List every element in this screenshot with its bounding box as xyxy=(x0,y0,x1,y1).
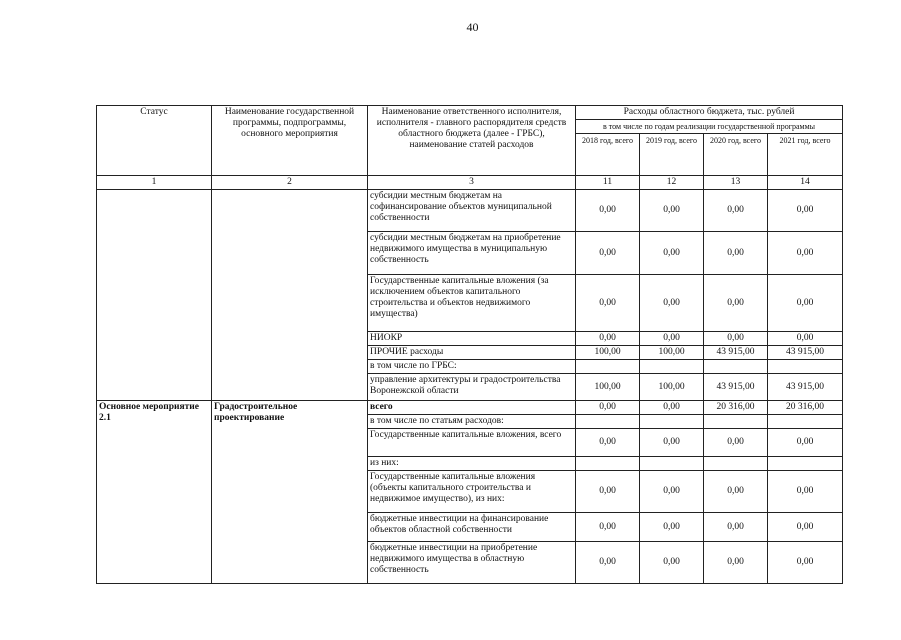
row-value: 0,00 xyxy=(640,401,704,415)
header-status: Статус xyxy=(97,106,212,176)
row-value: 0,00 xyxy=(704,513,768,542)
row-value: 0,00 xyxy=(576,513,640,542)
row-value: 0,00 xyxy=(576,232,640,275)
row-value: 0,00 xyxy=(768,232,843,275)
header-by-year: в том числе по годам реализации государственной программы xyxy=(576,120,843,134)
row-value: 0,00 xyxy=(768,542,843,584)
row-value xyxy=(640,457,704,471)
row-label: всего xyxy=(368,401,576,415)
col-num: 14 xyxy=(768,176,843,190)
row-value: 0,00 xyxy=(640,429,704,457)
col-num: 1 xyxy=(97,176,212,190)
row-label: из них: xyxy=(368,457,576,471)
col-num: 13 xyxy=(704,176,768,190)
row-value: 0,00 xyxy=(576,429,640,457)
row-value xyxy=(576,415,640,429)
row-label: ПРОЧИЕ расходы xyxy=(368,346,576,360)
row-value: 0,00 xyxy=(576,542,640,584)
row-value: 0,00 xyxy=(768,190,843,232)
header-year-2018: 2018 год, всего xyxy=(576,134,640,176)
row-value: 0,00 xyxy=(640,232,704,275)
row-value xyxy=(640,415,704,429)
row-value: 0,00 xyxy=(768,275,843,332)
row-value: 0,00 xyxy=(704,190,768,232)
row-value: 0,00 xyxy=(768,429,843,457)
row-label: НИОКР xyxy=(368,332,576,346)
row-value: 100,00 xyxy=(640,374,704,401)
row-value: 0,00 xyxy=(704,542,768,584)
status-cell-main-activity: Основное мероприятие 2.1 xyxy=(97,401,212,584)
row-value: 43 915,00 xyxy=(768,374,843,401)
row-value: 0,00 xyxy=(704,275,768,332)
row-value: 0,00 xyxy=(768,471,843,513)
header-executor: Наименование ответственного исполнителя, исполнителя - главного распорядителя средств областного бюджета (далее - ГРБС), наименование статей расходов xyxy=(368,106,576,176)
row-label: субсидии местным бюджетам на приобретение недвижимого имущества в муниципальную собственность xyxy=(368,232,576,275)
header-expenses: Расходы областного бюджета, тыс. рублей xyxy=(576,106,843,120)
col-num: 3 xyxy=(368,176,576,190)
row-label: бюджетные инвестиции на финансирование объектов областной собственности xyxy=(368,513,576,542)
row-label: Государственные капитальные вложения (объекты капитального строительства и недвижимое имущество), из них: xyxy=(368,471,576,513)
row-label: бюджетные инвестиции на приобретение недвижимого имущества в областную собственность xyxy=(368,542,576,584)
row-value: 0,00 xyxy=(768,513,843,542)
status-cell-empty xyxy=(97,190,212,401)
program-cell-empty xyxy=(212,190,368,401)
row-value xyxy=(768,360,843,374)
row-value xyxy=(768,457,843,471)
row-value: 100,00 xyxy=(576,374,640,401)
row-label: в том числе по статьям расходов: xyxy=(368,415,576,429)
row-value: 0,00 xyxy=(704,471,768,513)
row-label: в том числе по ГРБС: xyxy=(368,360,576,374)
row-value xyxy=(704,415,768,429)
budget-table xyxy=(96,105,843,584)
row-value: 100,00 xyxy=(640,346,704,360)
row-value: 43 915,00 xyxy=(768,346,843,360)
table-row xyxy=(97,401,843,415)
header-year-2020: 2020 год, всего xyxy=(704,134,768,176)
page-number: 40 xyxy=(466,20,479,34)
row-value xyxy=(640,360,704,374)
program-cell-urban-design: Градостроительное проектирование xyxy=(212,401,368,584)
row-value xyxy=(576,457,640,471)
row-label: Государственные капитальные вложения (за исключением объектов капитального строительства и объектов недвижимого имущества) xyxy=(368,275,576,332)
row-label: субсидии местным бюджетам на софинансирование объектов муниципальной собственности xyxy=(368,190,576,232)
row-value: 0,00 xyxy=(640,471,704,513)
row-label: управление архитектуры и градостроительства Воронежской области xyxy=(368,374,576,401)
row-value xyxy=(704,360,768,374)
row-value: 0,00 xyxy=(576,275,640,332)
col-num: 2 xyxy=(212,176,368,190)
col-num: 12 xyxy=(640,176,704,190)
header-year-2021: 2021 год, всего xyxy=(768,134,843,176)
row-value: 43 915,00 xyxy=(704,346,768,360)
row-value: 20 316,00 xyxy=(704,401,768,415)
col-num: 11 xyxy=(576,176,640,190)
row-value: 0,00 xyxy=(704,429,768,457)
row-value: 0,00 xyxy=(704,232,768,275)
row-value xyxy=(704,457,768,471)
row-value: 0,00 xyxy=(640,275,704,332)
row-value: 0,00 xyxy=(576,332,640,346)
header-year-2019: 2019 год, всего xyxy=(640,134,704,176)
row-value: 0,00 xyxy=(704,332,768,346)
row-value: 0,00 xyxy=(640,190,704,232)
row-value: 0,00 xyxy=(576,190,640,232)
row-value: 0,00 xyxy=(768,332,843,346)
header-program-name: Наименование государственной программы, подпрограммы, основного мероприятия xyxy=(212,106,368,176)
row-value xyxy=(576,360,640,374)
row-value: 0,00 xyxy=(640,542,704,584)
row-value: 0,00 xyxy=(640,513,704,542)
table-row xyxy=(97,190,843,232)
row-value: 0,00 xyxy=(640,332,704,346)
column-numbers-row xyxy=(97,176,843,190)
row-value: 0,00 xyxy=(576,471,640,513)
row-value: 100,00 xyxy=(576,346,640,360)
row-label: Государственные капитальные вложения, всего xyxy=(368,429,576,457)
row-value: 43 915,00 xyxy=(704,374,768,401)
row-value: 0,00 xyxy=(576,401,640,415)
row-value xyxy=(768,415,843,429)
row-value: 20 316,00 xyxy=(768,401,843,415)
